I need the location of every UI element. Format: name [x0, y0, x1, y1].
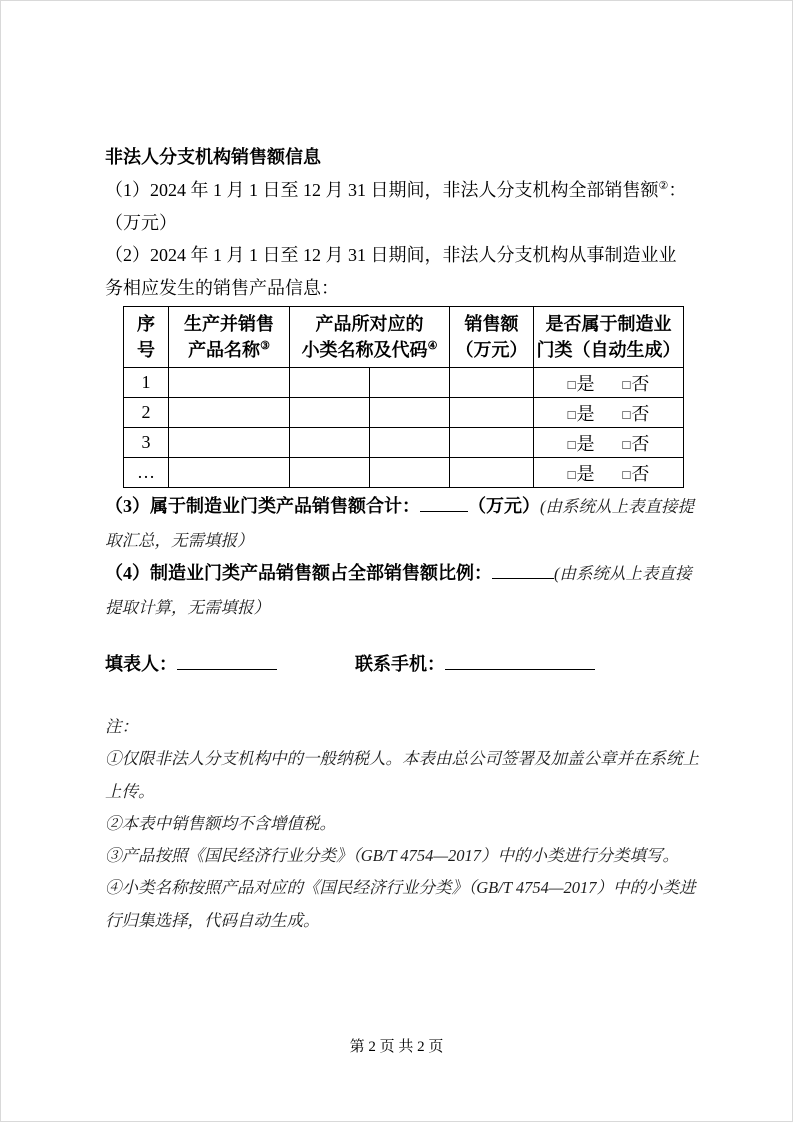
- paragraph-total-sales-unit: （万元）: [105, 212, 177, 233]
- note-item-1: ①仅限非法人分支机构中的一般纳税人。本表由总公司签署及加盖公章并在系统上上传。: [105, 749, 699, 801]
- cell-category-code[interactable]: [370, 428, 450, 458]
- checkbox-no[interactable]: [623, 430, 650, 456]
- header-product-line2: 产品名称: [188, 340, 261, 360]
- checkbox-yes-label: 是: [576, 403, 595, 424]
- paragraph-product-info-line1: （2）2024 年 1 月 1 日至 12 月 31 日期间，非法人分支机构从事制造业业: [105, 245, 677, 265]
- cell-sales-amount[interactable]: [450, 398, 534, 428]
- table-row: [124, 428, 684, 458]
- checkbox-icon: □: [622, 466, 631, 482]
- paragraph-manufacturing-total: [105, 490, 703, 557]
- checkbox-yes[interactable]: [568, 370, 595, 396]
- header-seq-line1: 序: [137, 314, 155, 334]
- checkbox-icon: □: [622, 376, 631, 392]
- cell-category-name[interactable]: [290, 368, 370, 398]
- cell-manufacturing-flag: [534, 398, 684, 428]
- checkbox-icon: □: [567, 466, 576, 482]
- cell-manufacturing-flag: [534, 458, 684, 488]
- cell-product-name[interactable]: [169, 398, 290, 428]
- manufacturing-total-label: （3）属于制造业门类产品销售额合计：: [105, 496, 420, 516]
- cell-seq: 3: [124, 428, 169, 458]
- header-product-name: [169, 307, 290, 368]
- cell-category-code[interactable]: [370, 458, 450, 488]
- cell-product-name[interactable]: [169, 428, 290, 458]
- header-category-code: [290, 307, 450, 368]
- contact-phone-label: 联系手机：: [355, 654, 445, 674]
- blank-manufacturing-ratio[interactable]: [492, 561, 554, 579]
- footnote-ref-2: ②: [658, 180, 669, 192]
- checkbox-no-label: 否: [631, 403, 650, 424]
- checkbox-no[interactable]: [623, 460, 650, 486]
- cell-category-name[interactable]: [290, 398, 370, 428]
- checkbox-yes-label: 是: [576, 373, 595, 394]
- note-item-3: ③产品按照《国民经济行业分类》（GB/T 4754—2017）中的小类进行分类填写。: [105, 846, 680, 866]
- paragraph-total-sales-colon: ：: [668, 180, 687, 200]
- checkbox-icon: □: [622, 406, 631, 422]
- header-sales-line1: 销售额: [464, 314, 519, 334]
- page-number-footer: 第 2 页 共 2 页: [349, 1039, 444, 1055]
- paragraph-total-sales-text: （1）2024 年 1 月 1 日至 12 月 31 日期间，非法人分支机构全部销售额: [105, 180, 659, 200]
- checkbox-no-label: 否: [631, 463, 650, 484]
- header-manu-line2: 门类（自动生成）: [536, 340, 681, 360]
- notes-section: [105, 711, 703, 937]
- manufacturing-total-unit: （万元）: [468, 496, 540, 516]
- filler-row: [105, 648, 703, 681]
- header-sales-amount: [450, 307, 534, 368]
- table-row: [124, 398, 684, 428]
- cell-category-code[interactable]: [370, 398, 450, 428]
- cell-sales-amount[interactable]: [450, 368, 534, 398]
- checkbox-yes[interactable]: [568, 430, 595, 456]
- checkbox-no[interactable]: [623, 400, 650, 426]
- cell-seq: 1: [124, 368, 169, 398]
- blank-filler-name[interactable]: [177, 652, 277, 670]
- section-heading: 非法人分支机构销售额信息: [105, 147, 321, 167]
- cell-seq: …: [124, 458, 169, 488]
- filler-name-label: 填表人：: [105, 654, 177, 674]
- document-content: [105, 141, 703, 937]
- note-item-4: ④小类名称按照产品对应的《国民经济行业分类》（GB/T 4754—2017）中的小类进行归集选择，代码自动生成。: [105, 878, 696, 930]
- header-sales-line2: （万元）: [455, 340, 528, 360]
- header-seq-line2: 号: [137, 340, 155, 360]
- footnote-ref-3: ③: [260, 340, 270, 352]
- paragraph-product-info-line2: 务相应发生的销售产品信息：: [105, 277, 339, 298]
- table-header-row: [124, 307, 684, 368]
- header-manu-line1: 是否属于制造业: [545, 314, 672, 334]
- blank-contact-phone[interactable]: [445, 652, 595, 670]
- checkbox-icon: □: [567, 436, 576, 452]
- manufacturing-total-note: (由系统从上表直接提取汇总，无需填报）: [105, 497, 694, 550]
- note-item-2: ②本表中销售额均不含增值税。: [105, 813, 336, 833]
- checkbox-no-label: 否: [631, 373, 650, 394]
- manufacturing-ratio-note: (由系统从上表直接提取计算，无需填报）: [105, 564, 692, 617]
- sales-products-table: [123, 306, 684, 488]
- checkbox-no[interactable]: [623, 370, 650, 396]
- cell-category-name[interactable]: [290, 458, 370, 488]
- cell-seq: 2: [124, 398, 169, 428]
- checkbox-yes-label: 是: [576, 433, 595, 454]
- header-category-line1: 产品所对应的: [315, 314, 424, 334]
- table-row: [124, 458, 684, 488]
- cell-category-code[interactable]: [370, 368, 450, 398]
- checkbox-yes-label: 是: [576, 463, 595, 484]
- checkbox-icon: □: [567, 406, 576, 422]
- cell-sales-amount[interactable]: [450, 458, 534, 488]
- checkbox-yes[interactable]: [568, 460, 595, 486]
- header-product-line1: 生产并销售: [184, 314, 274, 334]
- cell-manufacturing-flag: [534, 368, 684, 398]
- cell-manufacturing-flag: [534, 428, 684, 458]
- paragraph-total-sales: [105, 174, 703, 239]
- blank-manufacturing-total[interactable]: [420, 494, 468, 512]
- paragraph-manufacturing-ratio: [105, 557, 703, 624]
- checkbox-no-label: 否: [631, 433, 650, 454]
- header-seq: [124, 307, 169, 368]
- cell-product-name[interactable]: [169, 458, 290, 488]
- manufacturing-ratio-label: （4）制造业门类产品销售额占全部销售额比例：: [105, 563, 492, 583]
- notes-title: 注：: [105, 717, 138, 736]
- header-category-line2: 小类名称及代码: [301, 340, 428, 360]
- checkbox-icon: □: [622, 436, 631, 452]
- footnote-ref-4: ④: [427, 340, 438, 352]
- cell-category-name[interactable]: [290, 428, 370, 458]
- table-row: [124, 368, 684, 398]
- paragraph-product-info: [105, 239, 703, 304]
- cell-product-name[interactable]: [169, 368, 290, 398]
- header-manufacturing-flag: [534, 307, 684, 368]
- cell-sales-amount[interactable]: [450, 428, 534, 458]
- checkbox-yes[interactable]: [568, 400, 595, 426]
- checkbox-icon: □: [567, 376, 576, 392]
